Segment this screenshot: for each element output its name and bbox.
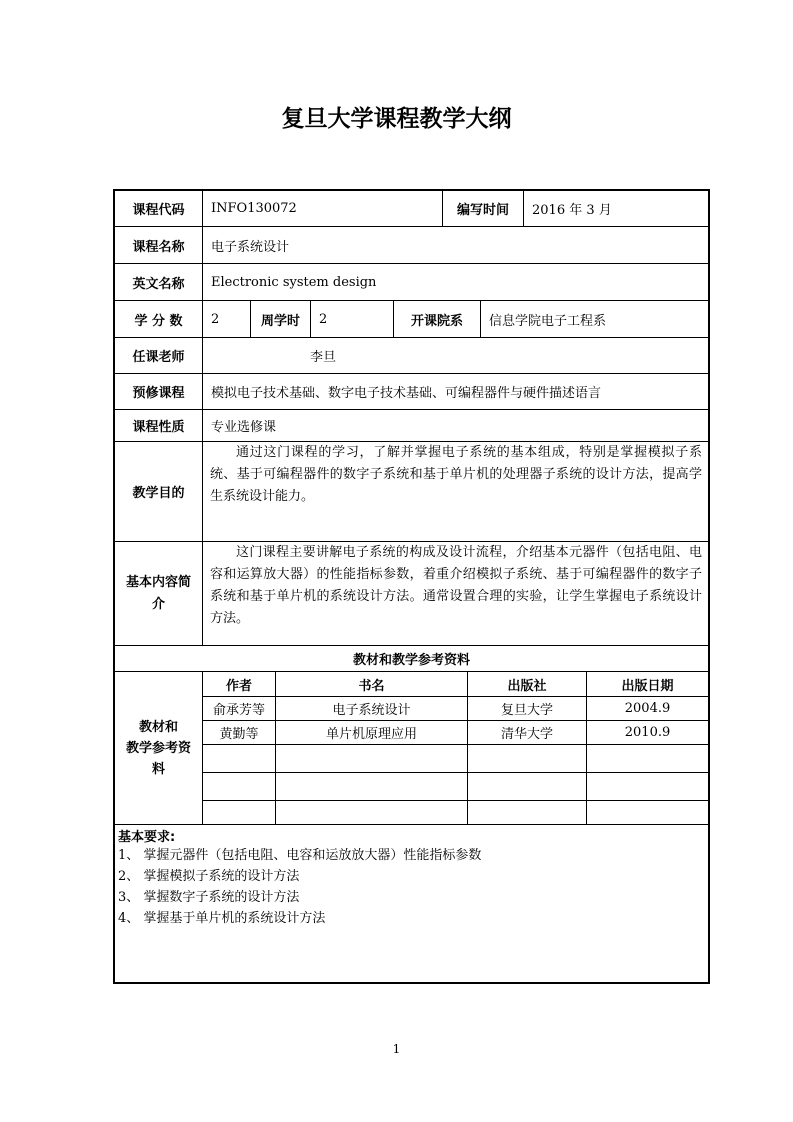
page-number: 1 <box>392 1042 401 1056</box>
requirements-heading: 基本要求: <box>118 830 176 845</box>
column-header-publisher: 出版社 <box>507 678 547 694</box>
written-time-label: 编写时间 <box>456 203 509 218</box>
course-name-label: 课程名称 <box>132 239 185 255</box>
weekly-hours-value: 2 <box>319 311 328 327</box>
page-title: 复旦大学课程教学大纲 <box>281 106 512 132</box>
objective-label: 教学目的 <box>132 486 185 501</box>
materials-side-label-line3: 料 <box>151 761 165 777</box>
column-header-title: 书名 <box>358 678 385 694</box>
column-header-author: 作者 <box>225 678 252 694</box>
prerequisite-label: 预修课程 <box>132 386 185 401</box>
table-row-cell: 俞承芳等 <box>212 703 265 718</box>
intro-label <box>115 542 202 645</box>
table-row-cell: 2004.9 <box>624 701 671 716</box>
column-header-date: 出版日期 <box>621 678 674 694</box>
credits-value: 2 <box>211 311 220 327</box>
english-name-label: 英文名称 <box>132 276 185 292</box>
course-code-label: 课程代码 <box>132 203 185 218</box>
written-time-value: 2016 年 3 月 <box>532 203 612 218</box>
requirement-item: 2、 掌握模拟子系统的设计方法 <box>118 869 300 884</box>
table-row-cell: 黄勤等 <box>219 727 259 742</box>
credits-label: 学 分 数 <box>134 313 183 329</box>
prerequisite-value: 模拟电子技术基础、数字电子技术基础、可编程器件与硬件描述语言 <box>211 386 602 401</box>
weekly-hours-label: 周学时 <box>260 313 300 329</box>
course-name-value: 电子系统设计 <box>211 239 290 255</box>
english-name-value: Electronic system design <box>211 274 377 290</box>
objective-text: 通过这门课程的学习，了解并掌握电子系统的基本组成，特别是掌握模拟子系统、基于可编程器件的数字子系统和基于单片机的处理器子系统的设计方法，提高学生系统设计能力。 <box>210 445 702 504</box>
nature-value: 专业选修课 <box>211 420 277 435</box>
nature-label: 课程性质 <box>132 420 185 435</box>
teacher-label: 任课老师 <box>132 350 185 365</box>
table-row-cell: 电子系统设计 <box>332 703 411 718</box>
materials-section-title: 教材和教学参考资料 <box>352 653 470 668</box>
teacher-value: 李旦 <box>309 350 336 365</box>
materials-side-label <box>115 672 202 824</box>
requirement-item: 3、 掌握数字子系统的设计方法 <box>118 890 300 905</box>
table-row-cell: 清华大学 <box>500 727 553 742</box>
requirement-item: 4、 掌握基于单片机的系统设计方法 <box>118 911 326 926</box>
course-code-value: INFO130072 <box>211 201 297 216</box>
table-row-cell: 单片机原理应用 <box>325 727 417 742</box>
intro-text: 这门课程主要讲解电子系统的构成及设计流程，介绍基本元器件（包括电阻、电容和运算放大器）的性能指标参数，着重介绍模拟子系统、基于可编程器件的数字子系统和基于单片机的系统设计方法。通常设置合理的实验，让学生掌握电子系统设计方法。 <box>210 545 702 626</box>
materials-side-label-line1: 教材和 <box>138 719 178 735</box>
department-label: 开课院系 <box>410 313 463 329</box>
table-row-cell: 复旦大学 <box>500 703 553 718</box>
department-value: 信息学院电子工程系 <box>489 313 607 329</box>
requirement-item: 1、 掌握元器件（包括电阻、电容和运放放大器）性能指标参数 <box>118 848 482 863</box>
intro-label-line1: 基本内容简 <box>125 574 191 590</box>
materials-side-label-line2: 教学参考资 <box>125 740 191 756</box>
intro-label-line2: 介 <box>151 596 165 612</box>
table-row-cell: 2010.9 <box>624 725 671 740</box>
